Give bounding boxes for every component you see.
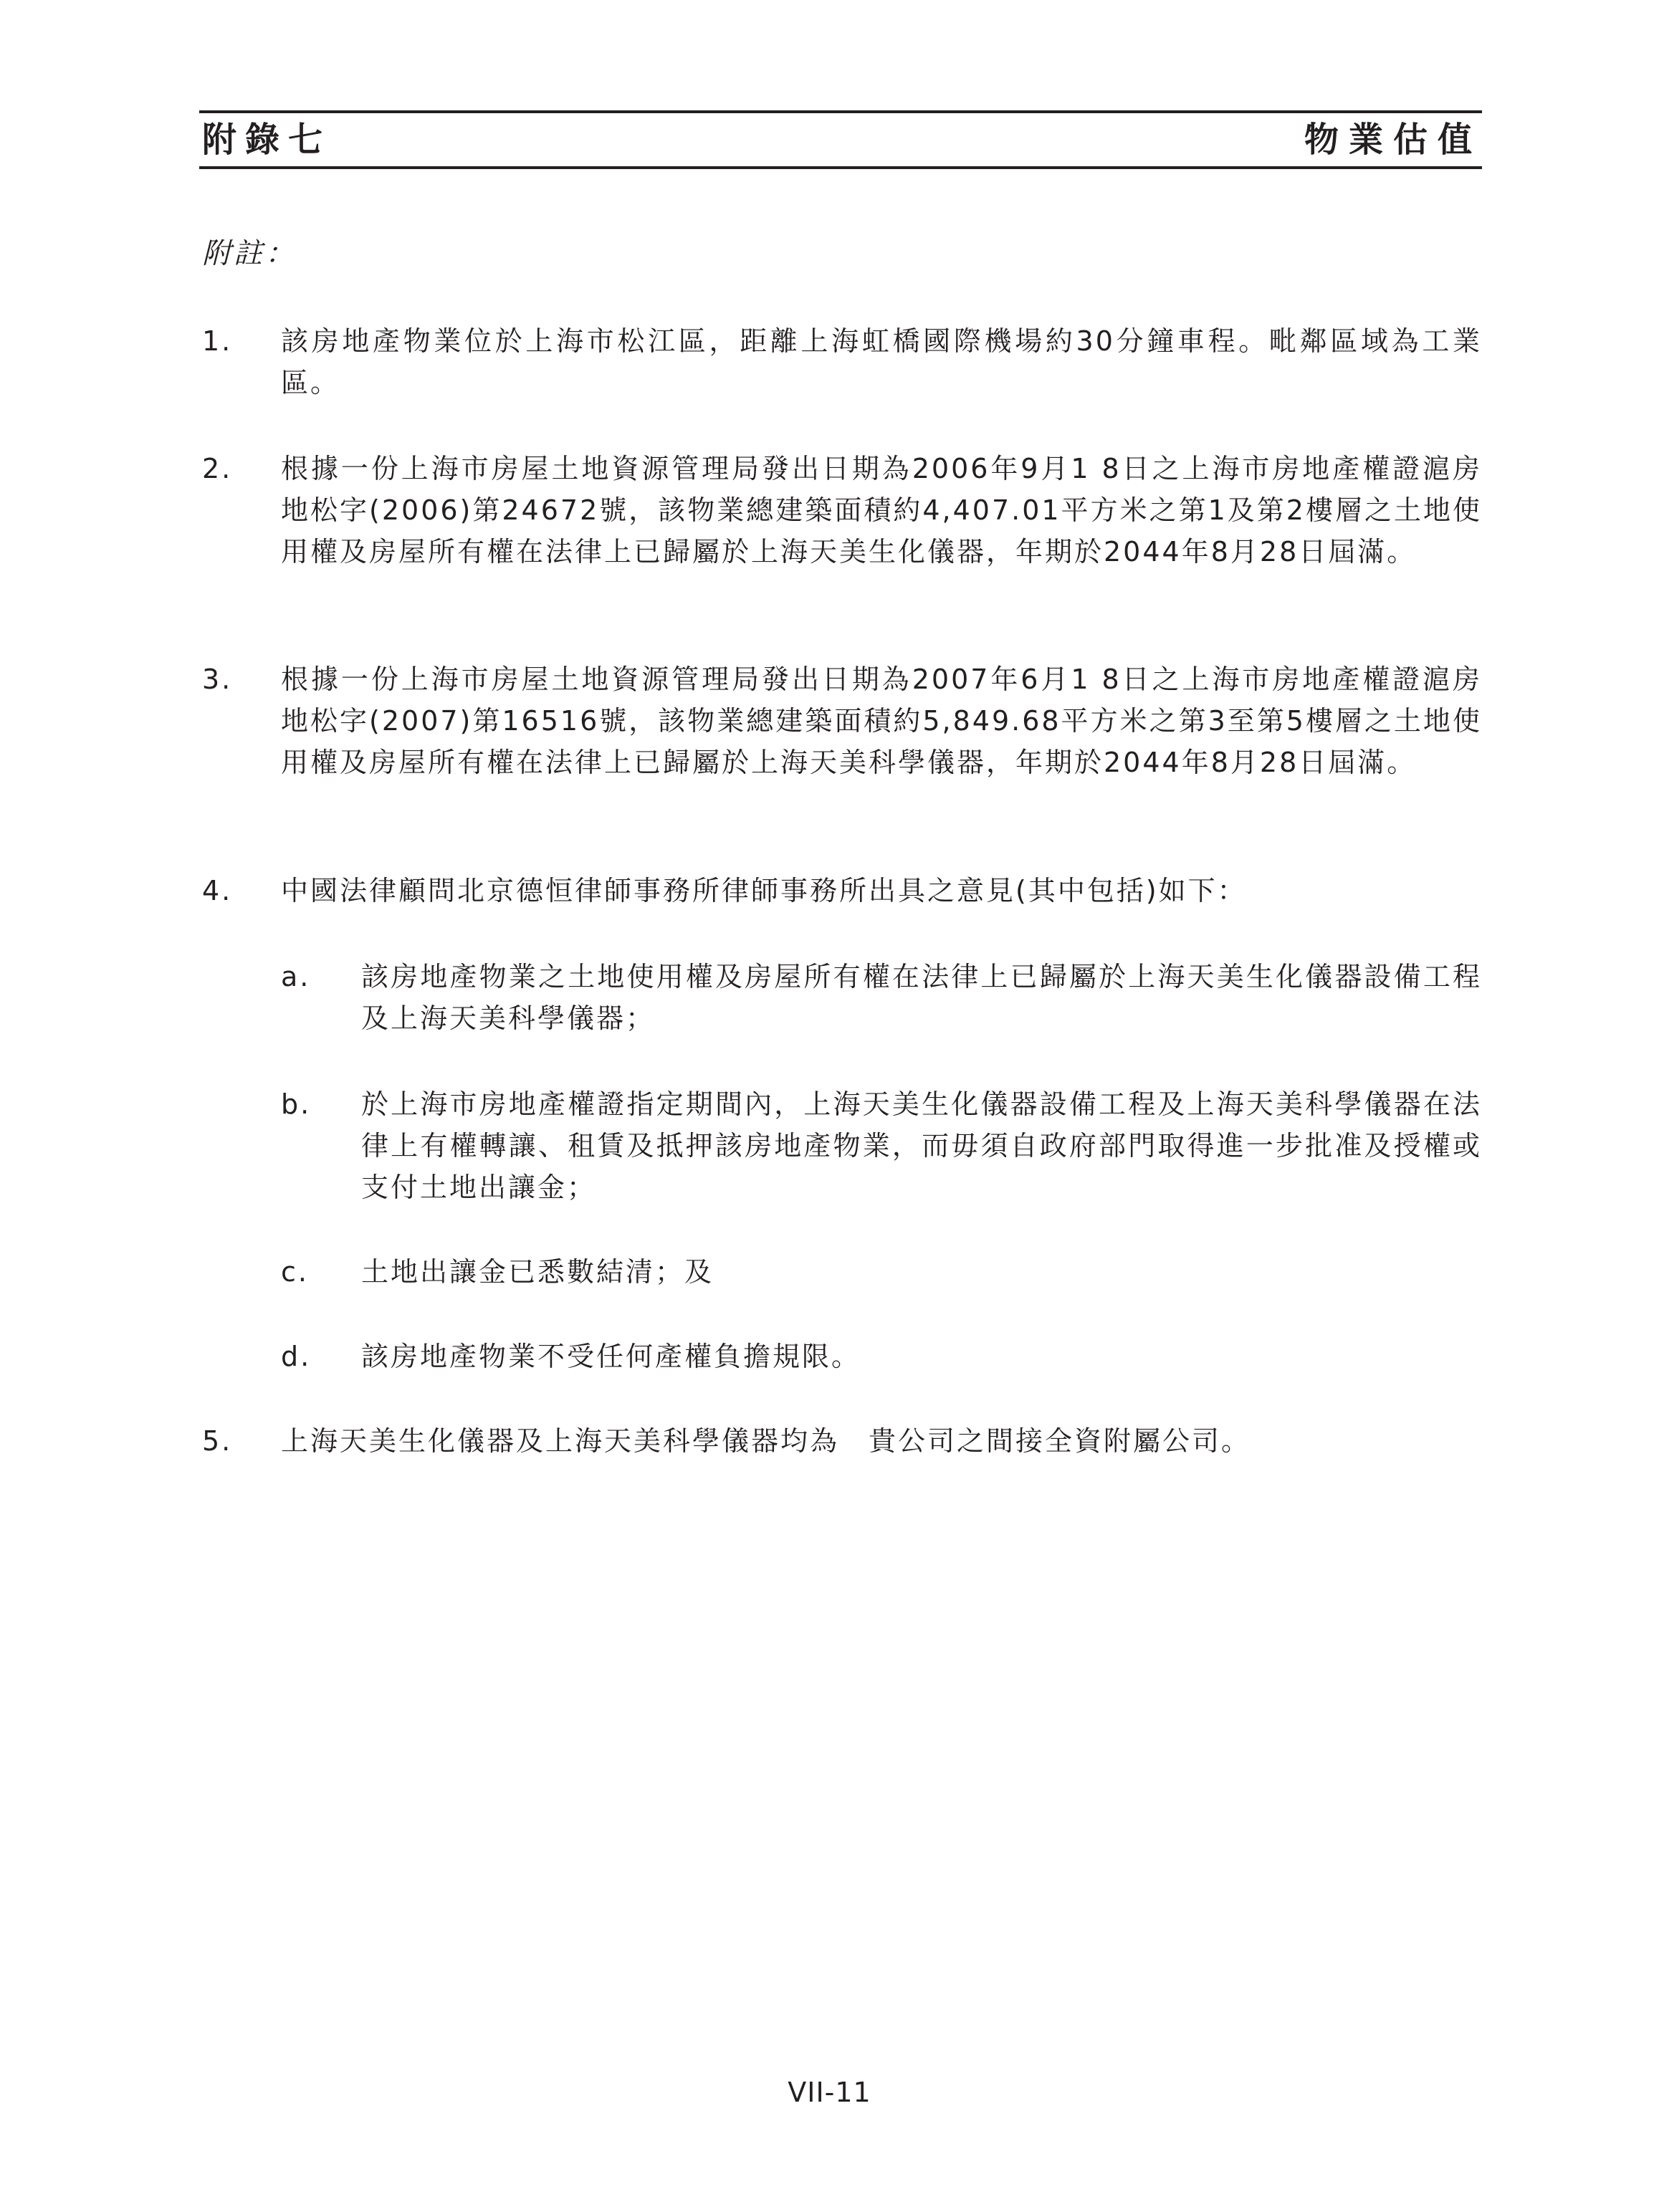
sub-item-letter: a. [281, 961, 311, 992]
header-top-rule [199, 110, 1482, 113]
note-number: 1. [202, 325, 233, 357]
sub-item-text: 該房地產物業不受任何產權負擔規限。 [361, 1341, 861, 1372]
note-text: 上海天美生化儀器及上海天美科學儀器均為 貴公司之間接全資附屬公司。 [281, 1425, 1251, 1457]
sub-item-letter: b. [281, 1088, 312, 1120]
page-number: VII-11 [788, 2077, 871, 2108]
header-bottom-rule [199, 166, 1482, 169]
note-text: 根據一份上海市房屋土地資源管理局發出日期為2007年6月1 8日之上海市房地產權證滬房地松字(2007)第16516號，該物業總建築面積約5,849.68平方米之第3至第5樓層之土地使用權及房屋所有權在法律上已歸屬於上海天美科學儀器，年期於2044年8月28日屆滿。 [281, 664, 1482, 778]
notes-heading: 附註： [202, 237, 297, 270]
note-text: 根據一份上海市房屋土地資源管理局發出日期為2006年9月1 8日之上海市房地產權證滬房地松字(2006)第24672號，該物業總建築面積約4,407.01平方米之第1及第2樓層之土地使用權及房屋所有權在法律上已歸屬於上海天美生化儀器，年期於2044年8月28日屆滿。 [281, 453, 1482, 568]
sub-item-letter: c. [281, 1256, 309, 1288]
note-number: 3. [202, 664, 233, 695]
section-title: 物業估值 [1304, 120, 1482, 160]
note-text: 該房地產物業位於上海市松江區，距離上海虹橋國際機場約30分鐘車程。毗鄰區域為工業區。 [281, 325, 1482, 398]
sub-item-letter: d. [281, 1341, 312, 1372]
appendix-title: 附錄七 [202, 120, 332, 160]
sub-item-text: 土地出讓金已悉數結清；及 [361, 1256, 714, 1288]
note-text: 中國法律顧問北京德恒律師事務所律師事務所出具之意見(其中包括)如下： [281, 875, 1247, 906]
note-number: 2. [202, 453, 233, 484]
sub-item-text: 於上海市房地產權證指定期間內，上海天美生化儀器設備工程及上海天美科學儀器在法律上有權轉讓、租賃及抵押該房地產物業，而毋須自政府部門取得進一步批准及授權或支付土地出讓金； [361, 1088, 1482, 1203]
sub-item-text: 該房地產物業之土地使用權及房屋所有權在法律上已歸屬於上海天美生化儀器設備工程及上海天美科學儀器； [361, 961, 1482, 1034]
note-number: 5. [202, 1425, 233, 1457]
note-number: 4. [202, 875, 233, 906]
